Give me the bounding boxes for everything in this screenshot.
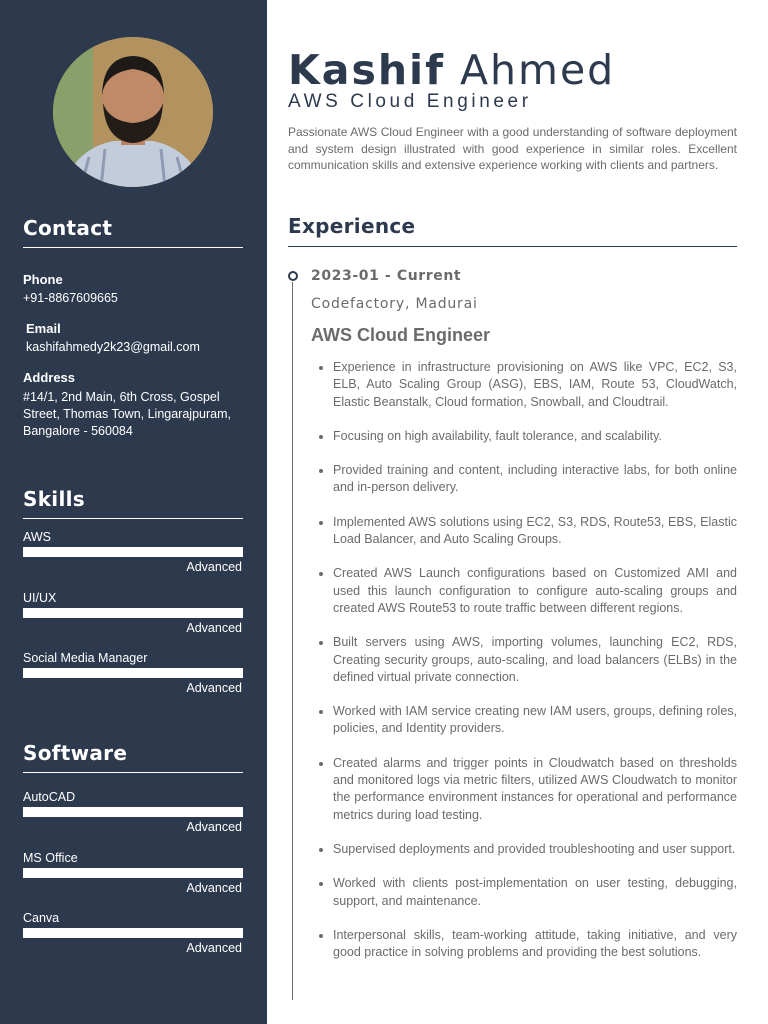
skill-name: MS Office: [23, 850, 78, 865]
experience-bullet: • Created alarms and trigger points in Cloudwatch based on thresholds and monitored logs via metric filters, utilized AWS Cloudwatch to monitor the performance environment instances for operational and performance metrics during load testing.: [333, 755, 737, 824]
experience-bullet: • Built servers using AWS, importing volumes, launching EC2, RDS, Creating security groups, auto-scaling, and load balancers (ELBs) in the defined virtual private connection.: [333, 634, 737, 686]
skill-level-bar: [23, 868, 243, 878]
skill-level-label: Advanced: [186, 560, 242, 574]
skill-level-fill: [23, 928, 243, 938]
experience-bullet: • Interpersonal skills, team-working attitude, taking initiative, and very good practice in solving problems and providing the best solutions.: [333, 927, 737, 962]
skill-name: Canva: [23, 911, 60, 925]
experience-bullet: • Provided training and content, including interactive labs, for both online and in-person delivery.: [333, 462, 737, 497]
skill-level-fill: [23, 668, 243, 678]
experience-bullets: [314, 359, 737, 978]
skill-name: UI/UX: [23, 590, 57, 605]
skill-level-fill: [23, 547, 243, 557]
last-name: Ahmed: [459, 46, 616, 94]
contact-heading: Contact: [23, 216, 113, 240]
skill-level-bar: [23, 807, 243, 817]
experience-divider: [288, 246, 737, 247]
skill-level-fill: [23, 608, 243, 618]
experience-company: Codefactory, Madurai: [311, 296, 478, 312]
skills-divider: [23, 518, 243, 519]
candidate-name: [288, 46, 615, 94]
timeline-line: [292, 282, 293, 1000]
address-label: Address: [23, 370, 76, 385]
profile-summary: Passionate AWS Cloud Engineer with a good understanding of software deployment and system design illustrated with good experience in similar roles. Excellent communication skills and extensive experience working with clients and partners.: [288, 125, 737, 172]
email-link[interactable]: kashifahmedy2k23@gmail.com: [26, 340, 200, 354]
timeline-dot: [288, 271, 298, 281]
skill-level-fill: [23, 868, 243, 878]
skill-name: AutoCAD: [23, 790, 76, 804]
skills-heading: Skills: [23, 487, 85, 511]
experience-bullet: • Implemented AWS solutions using EC2, S3, RDS, Route53, EBS, Elastic Load Balancer, and Auto Scaling Groups.: [333, 514, 737, 549]
skill-name: Social Media Manager: [23, 651, 148, 665]
experience-bullet: • Supervised deployments and provided troubleshooting and user support.: [333, 841, 737, 858]
experience-role: AWS Cloud Engineer: [311, 325, 491, 345]
email-label: Email: [26, 321, 61, 336]
experience-bullet: • Created AWS Launch configurations based on Customized AMI and used this launch configuration to configure auto-scaling groups and created AWS Route53 to route traffic between different regions.: [333, 565, 737, 617]
skill-level-label: Advanced: [186, 620, 242, 635]
skill-level-label: Advanced: [186, 820, 242, 834]
experience-bullet: • Worked with IAM service creating new IAM users, groups, defining roles, policies, and Identity providers.: [333, 703, 737, 738]
skill-level-bar: [23, 608, 243, 618]
software-divider: [23, 772, 243, 773]
experience-bullet: • Focusing on high availability, fault tolerance, and scalability.: [333, 428, 737, 445]
skill-level-fill: [23, 807, 243, 817]
profile-photo: [53, 37, 213, 187]
skill-level-label: Advanced: [186, 880, 242, 895]
phone-value: +91-8867609665: [23, 291, 118, 305]
skill-level-bar: [23, 547, 243, 557]
experience-date: 2023-01 - Current: [311, 268, 462, 284]
experience-heading: Experience: [288, 214, 416, 238]
skill-level-label: Advanced: [186, 681, 242, 695]
sidebar: [0, 0, 267, 1024]
address-value: #14/1, 2nd Main, 6th Cross, Gospel Street, Thomas Town, Lingarajpuram, Bangalore - 560084: [23, 390, 231, 438]
skill-name: AWS: [23, 530, 52, 544]
software-heading: Software: [23, 741, 128, 765]
experience-bullet: • Worked with clients post-implementation on user testing, debugging, support, and maintenance.: [333, 875, 737, 910]
skill-level-bar: [23, 928, 243, 938]
experience-bullet: • Experience in infrastructure provisioning on AWS like VPC, EC2, S3, ELB, Auto Scaling Group (ASG), EBS, IAM, Route 53, CloudWatch, Elastic Beanstalk, Cloud formation, Snowball, and Cloudtrail.: [333, 359, 737, 411]
skill-level-label: Advanced: [186, 941, 242, 955]
contact-divider: [23, 247, 243, 248]
skill-level-bar: [23, 668, 243, 678]
job-title: AWS Cloud Engineer: [288, 91, 532, 112]
first-name: Kashif: [288, 46, 445, 94]
phone-label: Phone: [23, 272, 63, 287]
